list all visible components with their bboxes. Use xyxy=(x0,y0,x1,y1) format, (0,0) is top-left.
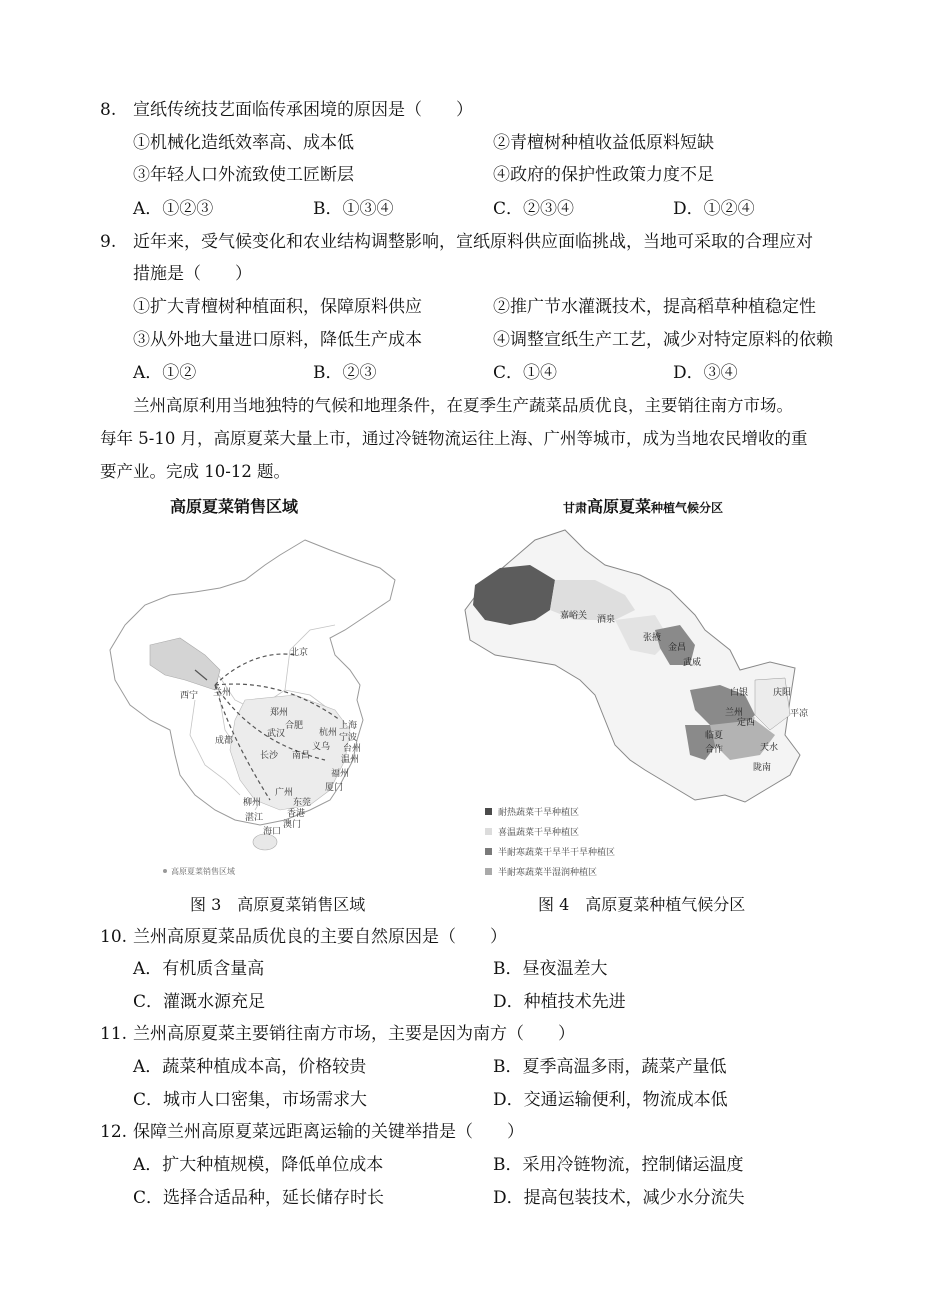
statement-3: ③从外地大量进口原料，降低生产成本 xyxy=(133,330,422,350)
city-label: 义乌 xyxy=(312,742,331,752)
option-d[interactable]: D．种植技术先进 xyxy=(493,992,626,1012)
city-label: 柳州 xyxy=(243,798,262,808)
statement-4: ④政府的保护性政策力度不足 xyxy=(493,165,714,185)
place-label: 张掖 xyxy=(643,633,662,643)
legend-label: 高原夏菜销售区域 xyxy=(171,867,235,876)
legend-label-4: 半耐寒蔬菜半湿润种植区 xyxy=(498,868,598,878)
statement-2: ②推广节水灌溉技术，提高稻草种植稳定性 xyxy=(493,297,816,317)
gansu-region xyxy=(150,638,220,690)
place-label: 平凉 xyxy=(790,709,809,719)
legend-swatch-2 xyxy=(485,828,492,835)
question-stem: 保障兰州高原夏菜远距离运输的关键举措是（ ） xyxy=(133,1122,524,1142)
legend-label-3: 半耐寒蔬菜干旱半干旱种植区 xyxy=(498,848,616,858)
question-stem: 近年来，受气候变化和农业结构调整影响，宣纸原料供应面临挑战，当地可采取的合理应对 xyxy=(133,232,813,252)
option-c[interactable]: C．②③④ xyxy=(493,199,575,219)
figure-4-caption: 图 4 高原夏菜种植气候分区 xyxy=(538,895,746,914)
place-label: 陇南 xyxy=(753,763,772,773)
city-label: 温州 xyxy=(341,755,360,765)
city-label: 郑州 xyxy=(270,708,289,718)
city-label: 澳门 xyxy=(283,820,302,830)
statement-4: ④调整宣纸生产工艺，减少对特定原料的依赖 xyxy=(493,330,833,350)
statement-1: ①机械化造纸效率高、成本低 xyxy=(133,133,354,153)
city-label: 北京 xyxy=(290,648,309,658)
option-c[interactable]: C．城市人口密集，市场需求大 xyxy=(133,1090,368,1110)
city-label: 杭州 xyxy=(319,728,338,738)
option-c[interactable]: C．灌溉水源充足 xyxy=(133,992,266,1012)
option-a[interactable]: A．蔬菜种植成本高，价格较贵 xyxy=(133,1057,367,1077)
statement-3: ③年轻人口外流致使工匠断层 xyxy=(133,165,354,185)
option-b[interactable]: B．②③ xyxy=(313,363,377,383)
place-label: 白银 xyxy=(730,688,749,698)
statement-2: ②青檀树种植收益低原料短缺 xyxy=(493,133,714,153)
place-label: 嘉峪关 xyxy=(560,611,588,621)
question-number: 12. xyxy=(100,1122,128,1142)
city-label: 南昌 xyxy=(292,751,311,761)
option-d[interactable]: D．提高包装技术，减少水分流失 xyxy=(493,1188,745,1208)
figure-3-caption: 图 3 高原夏菜销售区域 xyxy=(190,895,366,914)
place-label: 临夏 xyxy=(705,731,724,741)
place-label: 定西 xyxy=(737,718,756,728)
city-label: 武汉 xyxy=(267,729,286,739)
city-label: 上海 xyxy=(339,721,358,731)
city-label: 合肥 xyxy=(285,721,304,731)
option-a[interactable]: A．①②③ xyxy=(133,199,214,219)
place-label: 庆阳 xyxy=(773,688,792,698)
passage-line-3: 要产业。完成 10-12 题。 xyxy=(100,462,291,481)
city-label: 西宁 xyxy=(180,691,199,701)
city-label: 海口 xyxy=(263,827,282,837)
option-a[interactable]: A．扩大种植规模，降低单位成本 xyxy=(133,1155,384,1175)
figure-3-china-map xyxy=(95,520,455,885)
option-b[interactable]: B．采用冷链物流，控制储运温度 xyxy=(493,1155,744,1175)
city-label: 厦门 xyxy=(325,783,344,793)
city-label: 香港 xyxy=(287,809,306,819)
place-label: 合作 xyxy=(705,745,724,755)
question-stem: 兰州高原夏菜品质优良的主要自然原因是（ ） xyxy=(133,927,507,947)
city-label: 湛江 xyxy=(245,813,264,823)
question-stem: 兰州高原夏菜主要销往南方市场，主要是因为南方（ ） xyxy=(133,1024,575,1044)
figure-4-gansu-map xyxy=(455,520,830,885)
city-label: 成都 xyxy=(215,736,234,746)
option-d[interactable]: D．交通运输便利，物流成本低 xyxy=(493,1090,728,1110)
figure-3-title: 高原夏菜销售区域 xyxy=(170,497,299,516)
option-d[interactable]: D．③④ xyxy=(673,363,738,383)
question-number: 9. xyxy=(100,232,117,252)
city-label: 台州 xyxy=(343,744,362,754)
city-label: 广州 xyxy=(275,788,294,798)
legend-label-1: 耐热蔬菜干旱种植区 xyxy=(498,808,580,818)
place-label: 金昌 xyxy=(668,643,687,653)
option-a[interactable]: A．①② xyxy=(133,363,197,383)
option-c[interactable]: C．①④ xyxy=(493,363,558,383)
legend-swatch-1 xyxy=(485,808,492,815)
place-label: 天水 xyxy=(760,743,779,753)
legend-swatch-3 xyxy=(485,848,492,855)
question-number: 10. xyxy=(100,927,128,947)
option-d[interactable]: D．①②④ xyxy=(673,199,755,219)
question-number: 11. xyxy=(100,1024,128,1044)
question-number: 8. xyxy=(100,100,117,120)
statement-1: ①扩大青檀树种植面积，保障原料供应 xyxy=(133,297,422,317)
option-b[interactable]: B．夏季高温多雨，蔬菜产量低 xyxy=(493,1057,727,1077)
city-label: 福州 xyxy=(331,769,350,779)
place-label: 酒泉 xyxy=(597,615,616,625)
passage-line-2: 每年 5-10 月，高原夏菜大量上市，通过冷链物流运往上海、广州等城市，成为当地农民增收的重 xyxy=(100,429,808,448)
option-a[interactable]: A．有机质含量高 xyxy=(133,959,265,979)
legend-label-2: 喜温蔬菜干旱种植区 xyxy=(498,828,580,838)
city-label: 宁波 xyxy=(339,733,358,743)
place-label: 武威 xyxy=(683,658,702,668)
city-label: 兰州 xyxy=(213,688,232,698)
option-b[interactable]: B．①③④ xyxy=(313,199,394,219)
legend-swatch-4 xyxy=(485,868,492,875)
figure-4-title: 甘肃高原夏菜种植气候分区 xyxy=(563,497,724,516)
option-b[interactable]: B．昼夜温差大 xyxy=(493,959,608,979)
city-label: 长沙 xyxy=(260,751,279,761)
city-label: 东莞 xyxy=(293,798,312,808)
question-stem: 宣纸传统技艺面临传承困境的原因是（ ） xyxy=(133,100,473,120)
option-c[interactable]: C．选择合适品种，延长储存时长 xyxy=(133,1188,385,1208)
passage-line-1: 兰州高原利用当地独特的气候和地理条件，在夏季生产蔬菜品质优良，主要销往南方市场。 xyxy=(133,396,793,415)
question-stem-cont: 措施是（ ） xyxy=(133,264,252,284)
place-label: 兰州 xyxy=(725,708,744,718)
